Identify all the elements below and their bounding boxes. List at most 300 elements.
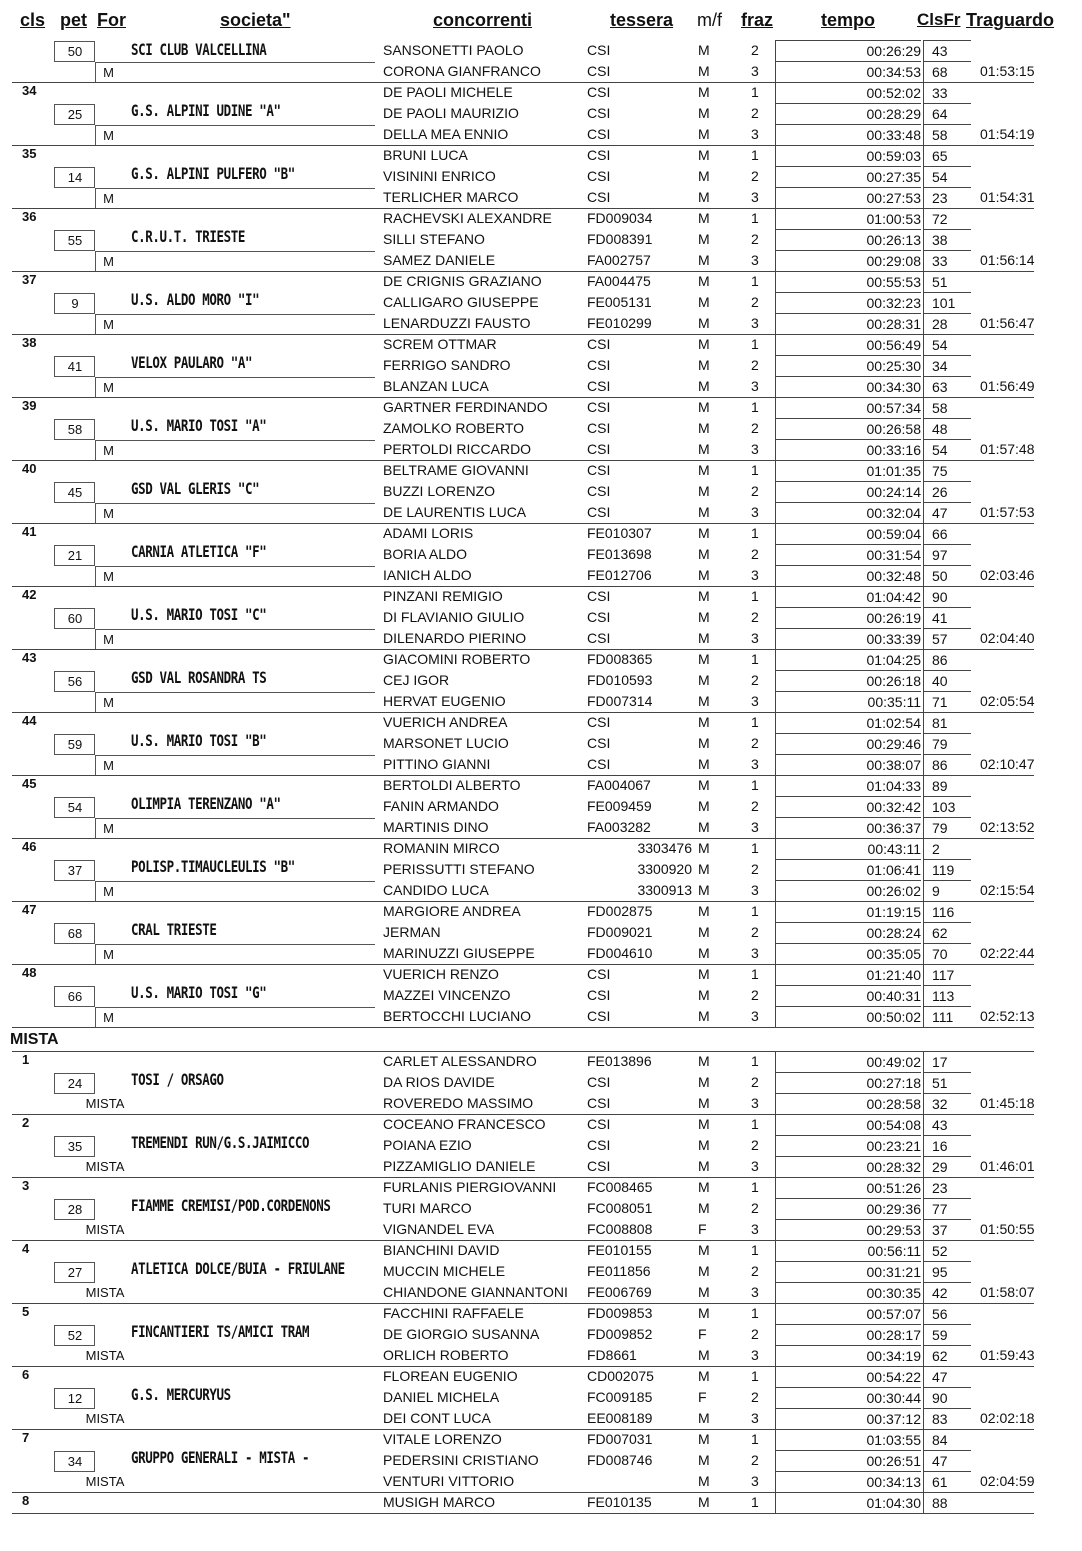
finish-time: 01:56:14 bbox=[980, 252, 1035, 268]
category-label: M bbox=[95, 755, 121, 775]
category-label: M bbox=[95, 818, 121, 838]
header-clsfr: ClsFr bbox=[917, 10, 961, 29]
leg-number: 3 bbox=[751, 756, 759, 772]
membership-card: 3303476 bbox=[637, 840, 692, 856]
gender: M bbox=[698, 1200, 710, 1216]
membership-card: FE010307 bbox=[587, 525, 652, 541]
membership-card: CSI bbox=[587, 987, 611, 1003]
gender: M bbox=[698, 483, 710, 499]
leg-rank: 90 bbox=[923, 1387, 971, 1408]
team-name: OLIMPIA TERENZANO "A" bbox=[131, 794, 281, 813]
membership-card: CSI bbox=[587, 189, 611, 205]
team-rank: 5 bbox=[22, 1304, 30, 1319]
competitor-name: TERLICHER MARCO bbox=[383, 189, 519, 205]
leg-number: 2 bbox=[751, 1263, 759, 1279]
leg-time: 00:34:13 bbox=[775, 1471, 921, 1492]
gender: M bbox=[698, 126, 710, 142]
bib-divider bbox=[94, 608, 95, 628]
leg-rank: 58 bbox=[923, 124, 971, 145]
leg-time: 00:28:32 bbox=[775, 1156, 921, 1177]
bib-divider bbox=[94, 545, 95, 565]
membership-card: FE005131 bbox=[587, 294, 652, 310]
team-block bbox=[0, 712, 1082, 775]
finish-time: 02:05:54 bbox=[980, 693, 1035, 709]
team-block bbox=[0, 208, 1082, 271]
competitor-name: MUSIGH MARCO bbox=[383, 1494, 495, 1510]
leg-number: 1 bbox=[751, 273, 759, 289]
gender: M bbox=[698, 1347, 710, 1363]
competitor-name: PITTINO GIANNI bbox=[383, 756, 491, 772]
leg-time: 00:54:08 bbox=[775, 1114, 921, 1135]
leg-rank: 47 bbox=[923, 502, 971, 523]
competitor-row bbox=[383, 208, 1038, 229]
competitor-name: HERVAT EUGENIO bbox=[383, 693, 506, 709]
team-name: GSD VAL GLERIS "C" bbox=[131, 479, 260, 498]
competitor-name: FANIN ARMANDO bbox=[383, 798, 499, 814]
membership-card: FD008746 bbox=[587, 1452, 653, 1468]
team-name: GSD VAL ROSANDRA TS bbox=[131, 668, 267, 687]
leg-time: 00:33:48 bbox=[775, 124, 921, 145]
competitor-name: IANICH ALDO bbox=[383, 567, 472, 583]
competitor-row bbox=[383, 838, 1038, 859]
competitor-row bbox=[383, 187, 1038, 208]
leg-number: 3 bbox=[751, 945, 759, 961]
competitor-row bbox=[383, 922, 1038, 943]
competitor-row bbox=[383, 1261, 1038, 1282]
bib-number: 37 bbox=[54, 860, 95, 881]
membership-card: FA004475 bbox=[587, 273, 651, 289]
team-block bbox=[0, 271, 1082, 334]
leg-number: 3 bbox=[751, 378, 759, 394]
competitor-row bbox=[383, 1387, 1038, 1408]
leg-time: 00:26:13 bbox=[775, 229, 921, 250]
leg-rank: 95 bbox=[923, 1261, 971, 1282]
bib-divider bbox=[94, 734, 95, 754]
competitor-row bbox=[383, 733, 1038, 754]
team-rank: 48 bbox=[22, 965, 37, 980]
leg-time: 00:57:34 bbox=[775, 397, 921, 418]
leg-time: 00:25:30 bbox=[775, 355, 921, 376]
competitor-name: VUERICH ANDREA bbox=[383, 714, 508, 730]
finish-time: 01:54:31 bbox=[980, 189, 1035, 205]
membership-card: CSI bbox=[587, 1074, 611, 1090]
competitor-name: FERRIGO SANDRO bbox=[383, 357, 511, 373]
membership-card: FD008365 bbox=[587, 651, 653, 667]
leg-rank: 47 bbox=[923, 1450, 971, 1471]
membership-card: CD002075 bbox=[587, 1368, 654, 1384]
leg-rank: 56 bbox=[923, 1303, 971, 1324]
gender: M bbox=[698, 525, 710, 541]
gender: M bbox=[698, 1158, 710, 1174]
competitor-name: CEJ IGOR bbox=[383, 672, 450, 688]
competitor-row bbox=[383, 964, 1038, 985]
category-label: MISTA bbox=[85, 1096, 125, 1111]
leg-time: 00:28:17 bbox=[775, 1324, 921, 1345]
bib-number: 68 bbox=[54, 923, 95, 944]
team-name: U.S. MARIO TOSI "A" bbox=[131, 416, 267, 435]
membership-card: CSI bbox=[587, 168, 611, 184]
leg-time: 00:59:03 bbox=[775, 145, 921, 166]
team-block bbox=[0, 1492, 1082, 1513]
leg-rank: 97 bbox=[923, 544, 971, 565]
gender: M bbox=[698, 189, 710, 205]
finish-time: 01:59:43 bbox=[980, 1347, 1035, 1363]
gender: M bbox=[698, 882, 710, 898]
membership-card: FD010593 bbox=[587, 672, 653, 688]
header-fraz: fraz bbox=[741, 10, 774, 30]
leg-number: 3 bbox=[751, 1284, 759, 1300]
leg-number: 3 bbox=[751, 441, 759, 457]
category-label: M bbox=[95, 125, 121, 145]
competitor-name: DEI CONT LUCA bbox=[383, 1410, 491, 1426]
team-block bbox=[0, 397, 1082, 460]
leg-number: 1 bbox=[751, 399, 759, 415]
competitor-name: PIZZAMIGLIO DANIELE bbox=[383, 1158, 536, 1174]
leg-number: 3 bbox=[751, 567, 759, 583]
leg-rank: 61 bbox=[923, 1471, 971, 1492]
leg-rank: 52 bbox=[923, 1240, 971, 1261]
leg-number: 3 bbox=[751, 1008, 759, 1024]
team-rank: 3 bbox=[22, 1178, 30, 1193]
bib-divider bbox=[94, 1388, 95, 1408]
gender: M bbox=[698, 924, 710, 940]
bib-divider bbox=[94, 1262, 95, 1282]
category-label: MISTA bbox=[85, 1222, 125, 1237]
category-rule bbox=[120, 377, 375, 378]
membership-card: FC008465 bbox=[587, 1179, 653, 1195]
section-title-mista: MISTA bbox=[10, 1031, 59, 1048]
competitor-row bbox=[383, 271, 1038, 292]
gender: M bbox=[698, 1263, 710, 1279]
category-rule bbox=[120, 692, 375, 693]
competitor-name: GIACOMINI ROBERTO bbox=[383, 651, 531, 667]
team-rank: 38 bbox=[22, 335, 37, 350]
membership-card: FD009021 bbox=[587, 924, 653, 940]
competitor-name: MARINUZZI GIUSEPPE bbox=[383, 945, 535, 961]
team-rank: 42 bbox=[22, 587, 37, 602]
leg-rank: 32 bbox=[923, 1093, 971, 1114]
category-label: M bbox=[95, 251, 121, 271]
membership-card: FD009852 bbox=[587, 1326, 653, 1342]
competitor-row bbox=[383, 565, 1038, 586]
category-label: M bbox=[95, 440, 121, 460]
leg-number: 3 bbox=[751, 1095, 759, 1111]
gender: M bbox=[698, 966, 710, 982]
section-mista bbox=[0, 1051, 1082, 1515]
competitor-row bbox=[383, 61, 1038, 82]
competitor-name: RACHEVSKI ALEXANDRE bbox=[383, 210, 552, 226]
leg-time: 01:04:42 bbox=[775, 586, 921, 607]
team-block bbox=[0, 1177, 1082, 1240]
gender: M bbox=[698, 777, 710, 793]
leg-rank: 48 bbox=[923, 418, 971, 439]
leg-time: 01:04:33 bbox=[775, 775, 921, 796]
leg-number: 2 bbox=[751, 987, 759, 1003]
competitor-name: PERTOLDI RICCARDO bbox=[383, 441, 532, 457]
team-rank: 47 bbox=[22, 902, 37, 917]
competitor-row bbox=[383, 1006, 1038, 1027]
leg-rank: 79 bbox=[923, 817, 971, 838]
leg-rank: 40 bbox=[923, 670, 971, 691]
membership-card: CSI bbox=[587, 399, 611, 415]
competitor-row bbox=[383, 334, 1038, 355]
membership-card: CSI bbox=[587, 462, 611, 478]
team-name: TOSI / ORSAGO bbox=[131, 1070, 224, 1089]
leg-rank: 116 bbox=[923, 901, 971, 922]
leg-number: 3 bbox=[751, 1410, 759, 1426]
leg-time: 00:52:02 bbox=[775, 82, 921, 103]
leg-time: 00:43:11 bbox=[775, 838, 921, 859]
team-rank: 45 bbox=[22, 776, 37, 791]
competitor-row bbox=[383, 1408, 1038, 1429]
leg-number: 2 bbox=[751, 231, 759, 247]
team-rank: 46 bbox=[22, 839, 37, 854]
membership-card: CSI bbox=[587, 420, 611, 436]
leg-time: 00:34:30 bbox=[775, 376, 921, 397]
leg-time: 00:59:04 bbox=[775, 523, 921, 544]
gender: M bbox=[698, 819, 710, 835]
competitor-name: SANSONETTI PAOLO bbox=[383, 42, 524, 58]
membership-card: CSI bbox=[587, 1116, 611, 1132]
leg-rank: 28 bbox=[923, 313, 971, 334]
leg-time: 00:30:44 bbox=[775, 1387, 921, 1408]
category-rule bbox=[120, 566, 375, 567]
membership-card: FD009853 bbox=[587, 1305, 653, 1321]
category-label: MISTA bbox=[85, 1474, 125, 1489]
leg-time: 00:28:24 bbox=[775, 922, 921, 943]
team-name: C.R.U.T. TRIESTE bbox=[131, 227, 245, 246]
competitor-row bbox=[383, 376, 1038, 397]
header-cls: cls bbox=[20, 10, 46, 30]
gender: M bbox=[698, 231, 710, 247]
leg-rank: 9 bbox=[923, 880, 971, 901]
bib-number: 52 bbox=[54, 1325, 95, 1346]
bib-number: 55 bbox=[54, 230, 95, 251]
leg-rank: 88 bbox=[923, 1492, 971, 1513]
membership-card: CSI bbox=[587, 1158, 611, 1174]
leg-time: 00:57:07 bbox=[775, 1303, 921, 1324]
team-name: POLISP.TIMAUCLEULIS "B" bbox=[131, 857, 295, 876]
competitor-row bbox=[383, 754, 1038, 775]
leg-rank: 2 bbox=[923, 838, 971, 859]
category-rule bbox=[120, 251, 375, 252]
team-rank: 6 bbox=[22, 1367, 30, 1382]
competitor-row bbox=[383, 40, 1038, 61]
competitor-row bbox=[383, 1177, 1038, 1198]
leg-time: 00:28:58 bbox=[775, 1093, 921, 1114]
leg-number: 2 bbox=[751, 672, 759, 688]
category-label: MISTA bbox=[85, 1411, 125, 1426]
category-label: M bbox=[95, 944, 121, 964]
competitor-row bbox=[383, 523, 1038, 544]
competitor-row bbox=[383, 1072, 1038, 1093]
leg-time: 00:27:35 bbox=[775, 166, 921, 187]
leg-number: 1 bbox=[751, 651, 759, 667]
competitor-name: BERTOCCHI LUCIANO bbox=[383, 1008, 532, 1024]
team-block bbox=[0, 40, 1082, 82]
competitor-row bbox=[383, 145, 1038, 166]
competitor-row bbox=[383, 1282, 1038, 1303]
competitor-row bbox=[383, 1450, 1038, 1471]
gender: M bbox=[698, 147, 710, 163]
leg-time: 00:28:29 bbox=[775, 103, 921, 124]
competitor-row bbox=[383, 859, 1038, 880]
competitor-name: BIANCHINI DAVID bbox=[383, 1242, 500, 1258]
team-name: U.S. MARIO TOSI "B" bbox=[131, 731, 267, 750]
bib-number: 45 bbox=[54, 482, 95, 503]
leg-rank: 75 bbox=[923, 460, 971, 481]
category-label: M bbox=[95, 314, 121, 334]
gender: M bbox=[698, 1179, 710, 1195]
gender: M bbox=[698, 1053, 710, 1069]
membership-card: FA004067 bbox=[587, 777, 651, 793]
leg-rank: 42 bbox=[923, 1282, 971, 1303]
finish-time: 01:56:49 bbox=[980, 378, 1035, 394]
leg-number: 3 bbox=[751, 189, 759, 205]
competitor-name: MAZZEI VINCENZO bbox=[383, 987, 511, 1003]
gender: M bbox=[698, 441, 710, 457]
bib-number: 50 bbox=[54, 41, 95, 62]
gender: M bbox=[698, 105, 710, 121]
competitor-name: PINZANI REMIGIO bbox=[383, 588, 503, 604]
gender: M bbox=[698, 399, 710, 415]
team-rank: 36 bbox=[22, 209, 37, 224]
leg-rank: 64 bbox=[923, 103, 971, 124]
bib-number: 35 bbox=[54, 1136, 95, 1157]
team-block bbox=[0, 334, 1082, 397]
competitor-row bbox=[383, 985, 1038, 1006]
leg-rank: 79 bbox=[923, 733, 971, 754]
membership-card: CSI bbox=[587, 1137, 611, 1153]
leg-time: 01:00:53 bbox=[775, 208, 921, 229]
bib-divider bbox=[94, 230, 95, 250]
leg-rank: 62 bbox=[923, 922, 971, 943]
bib-divider bbox=[94, 923, 95, 943]
leg-time: 01:02:54 bbox=[775, 712, 921, 733]
competitor-row bbox=[383, 544, 1038, 565]
competitor-row bbox=[383, 628, 1038, 649]
leg-number: 3 bbox=[751, 693, 759, 709]
membership-card: CSI bbox=[587, 357, 611, 373]
finish-time: 01:53:15 bbox=[980, 63, 1035, 79]
competitor-row bbox=[383, 775, 1038, 796]
leg-time: 00:35:11 bbox=[775, 691, 921, 712]
competitor-name: MARGIORE ANDREA bbox=[383, 903, 521, 919]
leg-number: 2 bbox=[751, 1074, 759, 1090]
leg-time: 00:32:04 bbox=[775, 502, 921, 523]
category-label: M bbox=[95, 629, 121, 649]
team-name: G.S. MERCURYUS bbox=[131, 1385, 231, 1404]
competitor-name: DE LAURENTIS LUCA bbox=[383, 504, 527, 520]
category-rule bbox=[120, 818, 375, 819]
gender: M bbox=[698, 1137, 710, 1153]
bib-divider bbox=[94, 356, 95, 376]
competitor-name: VIGNANDEL EVA bbox=[383, 1221, 495, 1237]
membership-card: 3300913 bbox=[637, 882, 692, 898]
section-end bbox=[0, 1513, 1082, 1515]
leg-number: 2 bbox=[751, 294, 759, 310]
leg-time: 00:27:53 bbox=[775, 187, 921, 208]
competitor-name: FACCHINI RAFFAELE bbox=[383, 1305, 524, 1321]
leg-number: 2 bbox=[751, 483, 759, 499]
leg-time: 00:54:22 bbox=[775, 1366, 921, 1387]
finish-time: 01:57:48 bbox=[980, 441, 1035, 457]
competitor-row bbox=[383, 1051, 1038, 1072]
finish-time: 02:10:47 bbox=[980, 756, 1035, 772]
competitor-row bbox=[383, 1303, 1038, 1324]
leg-number: 1 bbox=[751, 210, 759, 226]
bib-number: 14 bbox=[54, 167, 95, 188]
bib-number: 56 bbox=[54, 671, 95, 692]
competitor-row bbox=[383, 124, 1038, 145]
category-label: M bbox=[95, 62, 121, 82]
leg-number: 1 bbox=[751, 777, 759, 793]
competitor-row bbox=[383, 1324, 1038, 1345]
finish-time: 02:22:44 bbox=[980, 945, 1035, 961]
team-rank: 41 bbox=[22, 524, 37, 539]
leg-number: 3 bbox=[751, 630, 759, 646]
gender: M bbox=[698, 903, 710, 919]
leg-rank: 81 bbox=[923, 712, 971, 733]
team-block bbox=[0, 964, 1082, 1027]
competitor-name: BUZZI LORENZO bbox=[383, 483, 496, 499]
leg-number: 3 bbox=[751, 126, 759, 142]
competitor-name: ROVEREDO MASSIMO bbox=[383, 1095, 534, 1111]
leg-rank: 66 bbox=[923, 523, 971, 544]
leg-rank: 41 bbox=[923, 607, 971, 628]
leg-number: 2 bbox=[751, 546, 759, 562]
leg-time: 00:23:21 bbox=[775, 1135, 921, 1156]
gender: M bbox=[698, 1431, 710, 1447]
gender: M bbox=[698, 672, 710, 688]
leg-number: 2 bbox=[751, 861, 759, 877]
gender: F bbox=[698, 1389, 707, 1405]
category-label: MISTA bbox=[85, 1285, 125, 1300]
leg-rank: 38 bbox=[923, 229, 971, 250]
leg-rank: 103 bbox=[923, 796, 971, 817]
competitor-row bbox=[383, 901, 1038, 922]
category-rule bbox=[120, 188, 375, 189]
bib-number: 9 bbox=[54, 293, 95, 314]
category-rule bbox=[120, 881, 375, 882]
leg-number: 3 bbox=[751, 1221, 759, 1237]
competitor-name: PEDERSINI CRISTIANO bbox=[383, 1452, 539, 1468]
membership-card: FD007031 bbox=[587, 1431, 653, 1447]
leg-time: 00:26:18 bbox=[775, 670, 921, 691]
competitor-name: BERTOLDI ALBERTO bbox=[383, 777, 521, 793]
competitor-name: ORLICH ROBERTO bbox=[383, 1347, 509, 1363]
competitor-row bbox=[383, 670, 1038, 691]
leg-rank: 62 bbox=[923, 1345, 971, 1366]
gender: M bbox=[698, 1368, 710, 1384]
team-rank: 40 bbox=[22, 461, 37, 476]
membership-card: FE006769 bbox=[587, 1284, 652, 1300]
bib-divider bbox=[94, 1451, 95, 1471]
leg-number: 2 bbox=[751, 105, 759, 121]
bib-divider bbox=[94, 104, 95, 124]
leg-number: 2 bbox=[751, 1389, 759, 1405]
bib-divider bbox=[94, 167, 95, 187]
leg-time: 01:04:30 bbox=[775, 1492, 921, 1513]
leg-time: 00:29:46 bbox=[775, 733, 921, 754]
competitor-name: DE PAOLI MICHELE bbox=[383, 84, 513, 100]
leg-rank: 58 bbox=[923, 397, 971, 418]
leg-time: 01:01:35 bbox=[775, 460, 921, 481]
gender: M bbox=[698, 294, 710, 310]
membership-card: FD008391 bbox=[587, 231, 653, 247]
competitor-name: DANIEL MICHELA bbox=[383, 1389, 500, 1405]
leg-number: 2 bbox=[751, 42, 759, 58]
